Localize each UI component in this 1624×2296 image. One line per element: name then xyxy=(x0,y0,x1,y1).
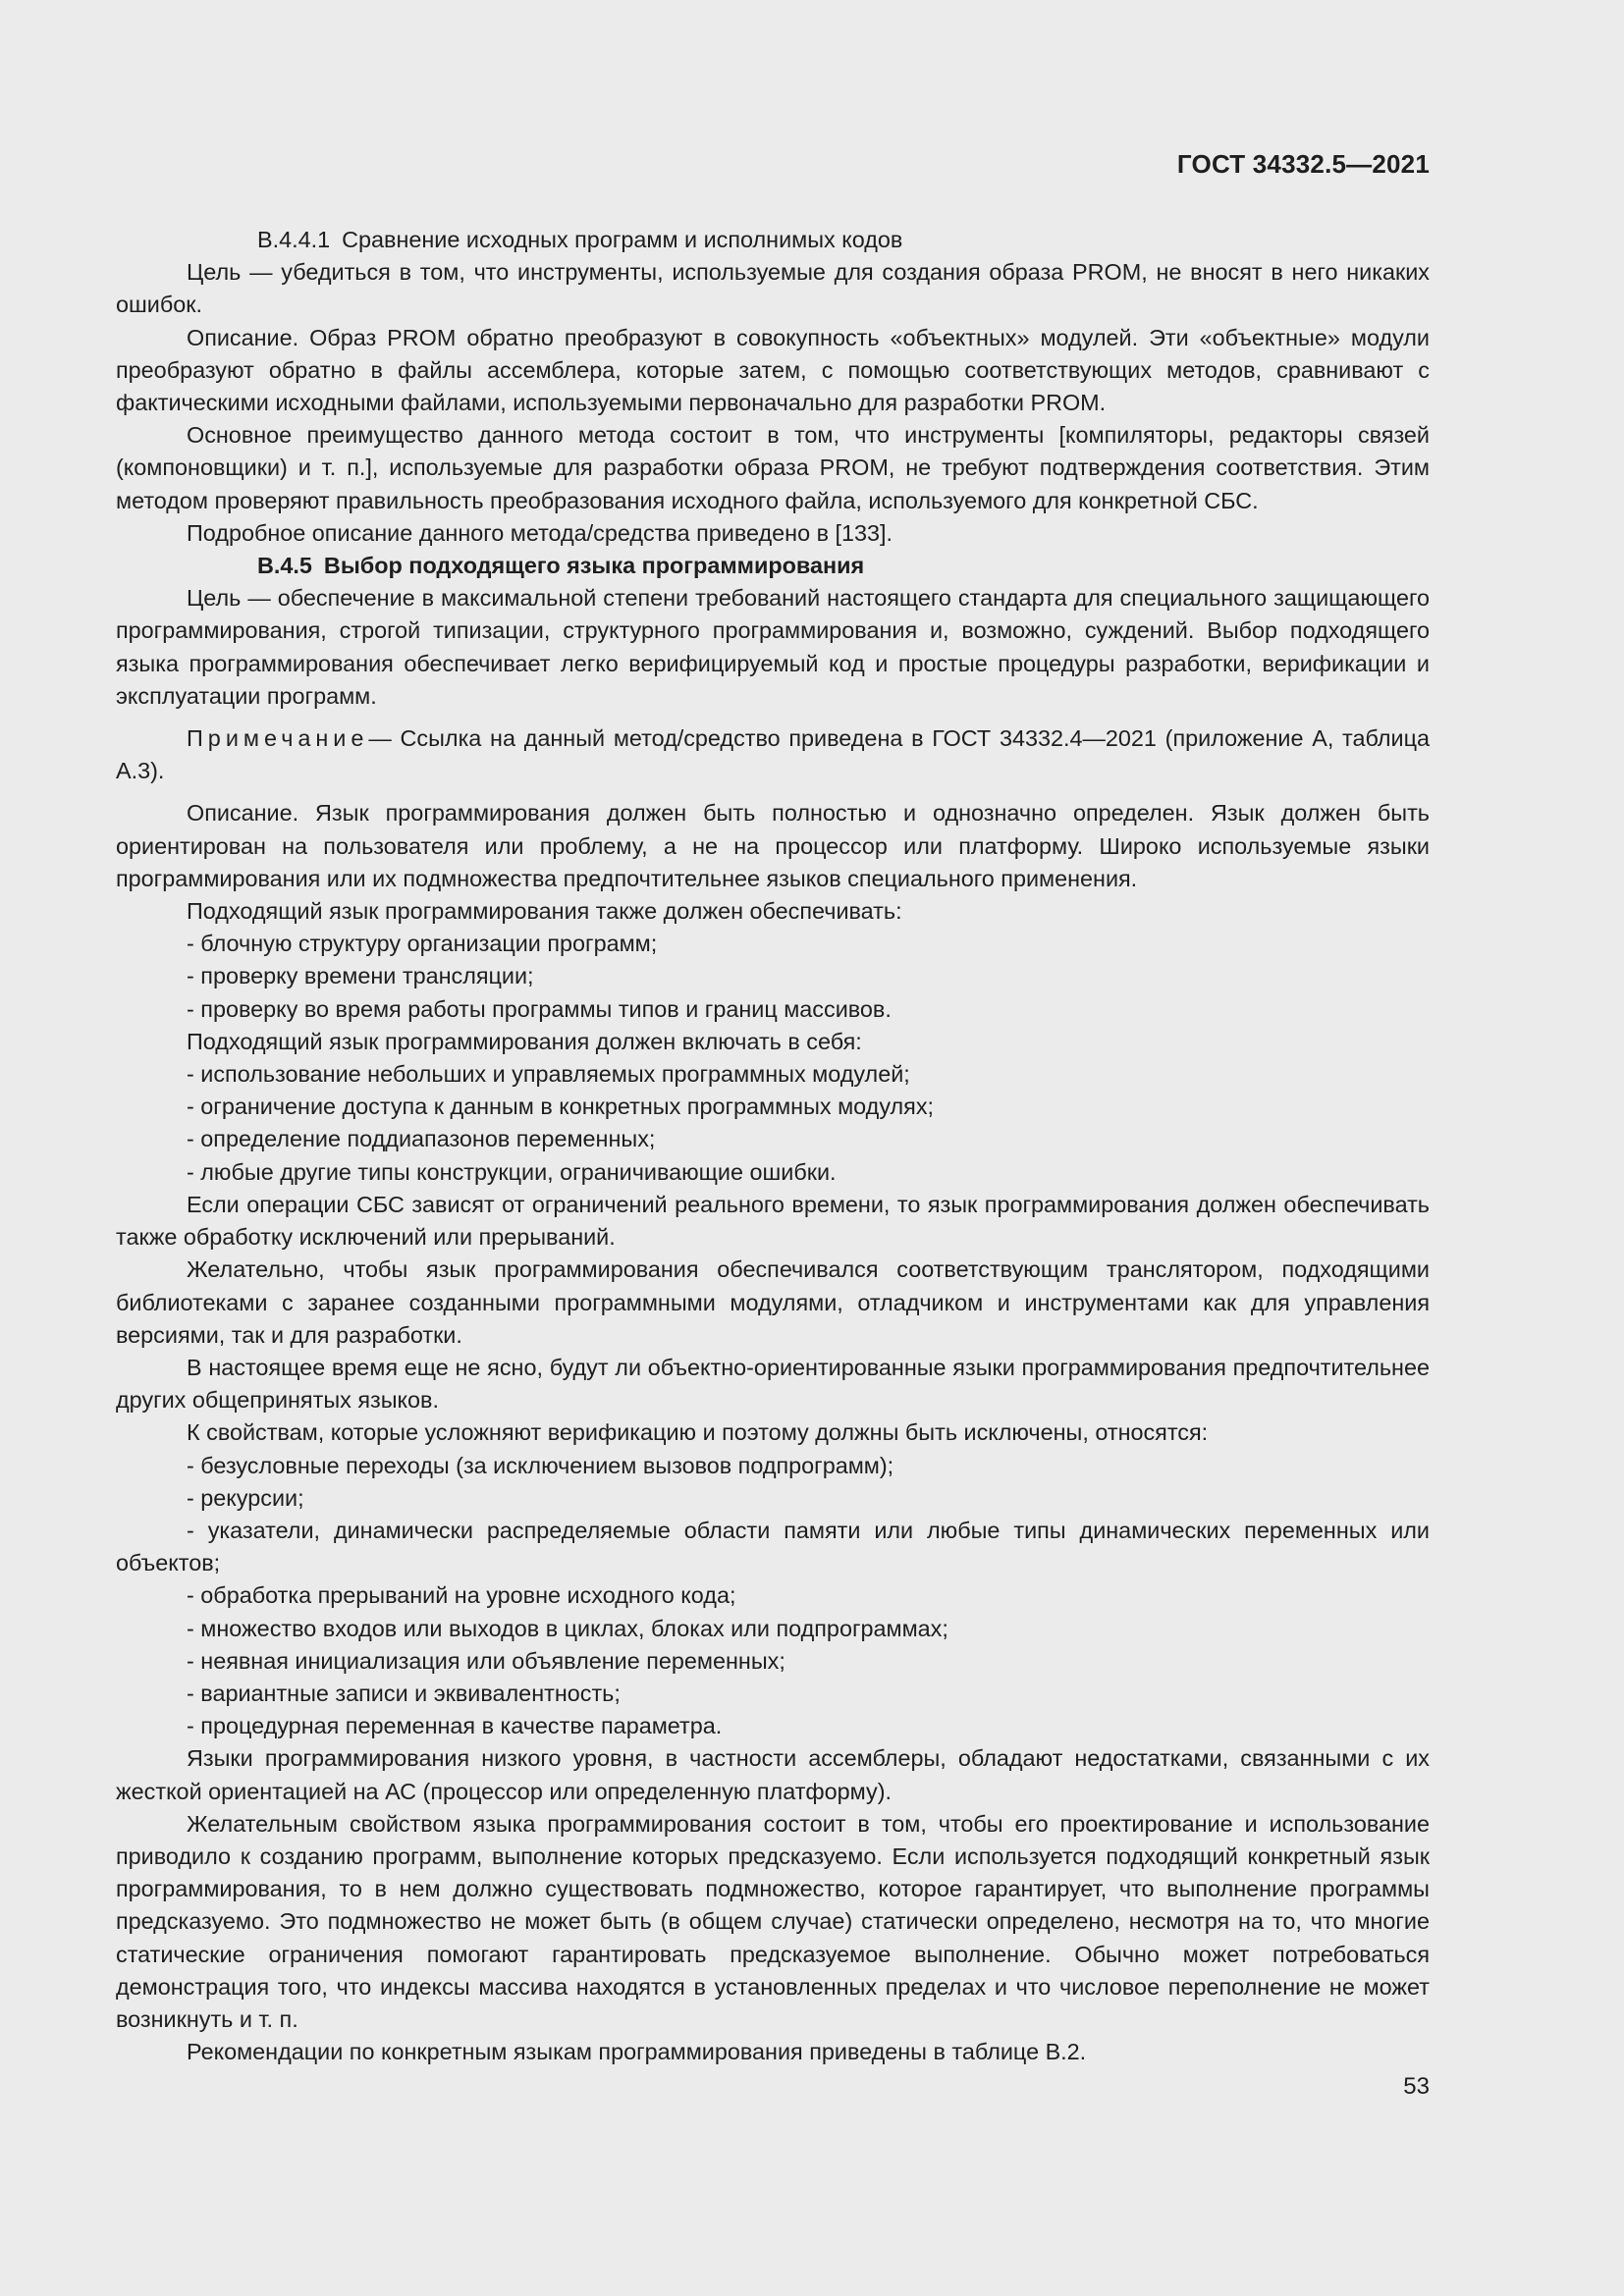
list-item: - проверку времени трансляции; xyxy=(187,963,534,989)
paragraph-goal: Цель — убедиться в том, что инструменты, используемые для создания образа PROM, не вносят в него никаких ошибок. xyxy=(116,259,1430,318)
section-number: В.4.4.1 xyxy=(257,227,331,252)
paragraph-realtime: Если операции СБС зависят от ограничений реального времени, то язык программирования должен обеспечивать также обработку исключений или прерываний. xyxy=(116,1191,1430,1251)
paragraph-provide-intro: Подходящий язык программирования также должен обеспечивать: xyxy=(187,898,902,925)
section-title: Выбор подходящего языка программирования xyxy=(323,553,865,579)
list-item: - обработка прерываний на уровне исходного кода; xyxy=(187,1582,736,1609)
section-heading-b441 xyxy=(116,224,1430,256)
section-number: В.4.5 xyxy=(257,553,312,579)
list-item: - использование небольших и управляемых программных модулей; xyxy=(187,1061,910,1088)
paragraph-exclude-intro: К свойствам, которые усложняют верификацию и поэтому должны быть исключены, относятся: xyxy=(187,1419,1209,1446)
paragraph-description: Описание. Образ PROM обратно преобразуют в совокупность «объектных» модулей. Эти «объектные» модули преобразуют обратно в файлы ассемблера, которые затем, с помощью соответствующих методов, сравнивают с фактическими исходными файлами, используемыми первоначально для разработки PROM. xyxy=(116,324,1430,416)
list-item: - неявная инициализация или объявление переменных; xyxy=(187,1647,785,1674)
list-item: - определение поддиапазонов переменных; xyxy=(187,1126,656,1152)
standard-designation: ГОСТ 34332.5—2021 xyxy=(1176,149,1430,179)
list-item: - безусловные переходы (за исключением вызовов подпрограмм); xyxy=(187,1452,894,1478)
list-item: - любые другие типы конструкции, ограничивающие ошибки. xyxy=(187,1158,837,1185)
paragraph-translator: Желательно, чтобы язык программирования обеспечивался соответствующим транслятором, подходящими библиотеками с заранее созданными программными модулями, отладчиком и инструментами как для управления версиями, так и для разработки. xyxy=(116,1256,1430,1348)
paragraph-include-intro: Подходящий язык программирования должен включать в себя: xyxy=(187,1028,862,1054)
list-item: - блочную структуру организации программ; xyxy=(187,931,658,957)
paragraph-recommendations: Рекомендации по конкретным языкам программирования приведены в таблице В.2. xyxy=(187,2039,1087,2065)
list-item: - рекурсии; xyxy=(187,1484,304,1511)
paragraph-advantage: Основное преимущество данного метода состоит в том, что инструменты [компиляторы, редакторы связей (компоновщики) и т. п.], используемые для разработки образа PROM, не требуют подтверждения соответствия. Этим методом проверяют правильность преобразования исходного файла, используемого для конкретной СБС. xyxy=(116,422,1430,513)
paragraph-oop: В настоящее время еще не ясно, будут ли объектно-ориентированные языки программирования предпочтительнее других общепринятых языков. xyxy=(116,1354,1430,1414)
page-number: 53 xyxy=(1403,2073,1430,2100)
document-body xyxy=(116,224,1430,2068)
paragraph-goal: Цель — обеспечение в максимальной степени требований настоящего стандарта для специального защищающего программирования, строгой типизации, структурного программирования и, возможно, суждений. Выбор подходящего языка программирования обеспечивает легко верифицируемый код и простые процедуры разработки, верификации и эксплуатации программ. xyxy=(116,585,1430,709)
paragraph-description: Описание. Язык программирования должен быть полностью и однозначно определен. Язык должен быть ориентирован на пользователя или проблему, а не на процессор или платформу. Широко используемые языки программирования или их подмножества предпочтительнее языков специального применения. xyxy=(116,800,1430,891)
note-label: Примечание xyxy=(187,725,369,752)
paragraph-predictable: Желательным свойством языка программирования состоит в том, чтобы его проектирование и использование приводило к созданию программ, выполнение которых предсказуемо. Если используется подходящий конкретный язык программирования, то в нем должно существовать подмножество, которое гарантирует, что выполнение программы предсказуемо. Это подмножество не может быть (в общем случае) статически определено, несмотря на то, что многие статические ограничения помогают гарантировать предсказуемое выполнение. Обычно может потребоваться демонстрация того, что индексы массива находятся в установленных пределах и что числовое переполнение не может возникнуть и т. п. xyxy=(116,1810,1430,2032)
list-item: - указатели, динамически распределяемые области памяти или любые типы динамических переменных или объектов; xyxy=(116,1517,1430,1576)
list-item: - множество входов или выходов в циклах, блоках или подпрограммах; xyxy=(187,1615,948,1641)
note-text: — Ссылка на данный метод/средство приведена в ГОСТ 34332.4—2021 (приложение А, таблица А.3). xyxy=(116,725,1430,784)
list-item: - проверку во время работы программы типов и границ массивов. xyxy=(187,995,892,1022)
section-heading-b45 xyxy=(116,550,1430,582)
section-title: Сравнение исходных программ и исполнимых кодов xyxy=(342,227,903,252)
note xyxy=(116,722,1430,787)
list-item: - процедурная переменная в качестве параметра. xyxy=(187,1713,723,1739)
paragraph-reference: Подробное описание данного метода/средства приведено в [133]. xyxy=(187,519,893,546)
list-item: - ограничение доступа к данным в конкретных программных модулях; xyxy=(187,1094,935,1120)
paragraph-low-level: Языки программирования низкого уровня, в частности ассемблеры, обладают недостатками, связанными с их жесткой ориентацией на АС (процессор или определенную платформу). xyxy=(116,1745,1430,1804)
list-item: - вариантные записи и эквивалентность; xyxy=(187,1680,621,1706)
